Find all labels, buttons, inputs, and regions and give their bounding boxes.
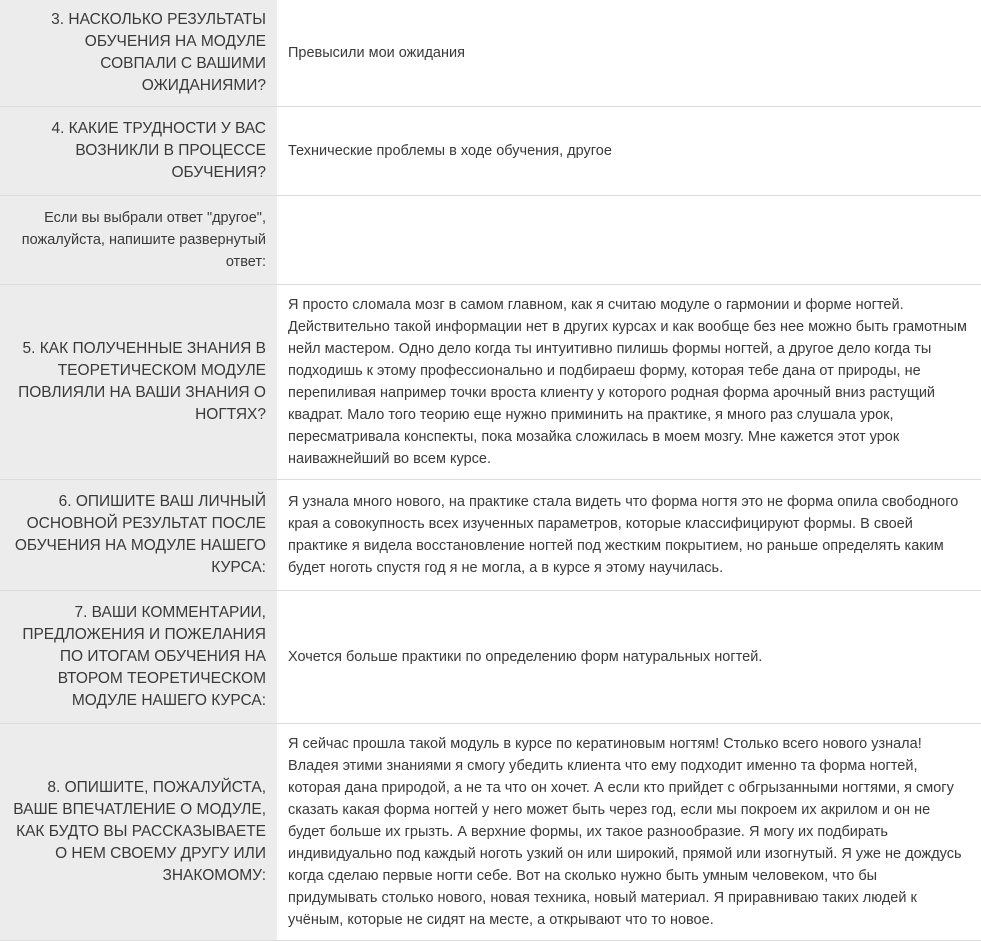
table-row xyxy=(0,107,981,196)
question-label: 4. КАКИЕ ТРУДНОСТИ У ВАС ВОЗНИКЛИ В ПРОЦЕССЕ ОБУЧЕНИЯ? xyxy=(0,107,277,196)
answer-text: Превысили мои ожидания xyxy=(277,0,981,107)
question-label: 8. ОПИШИТЕ, ПОЖАЛУЙСТА, ВАШЕ ВПЕЧАТЛЕНИЕ О МОДУЛЕ, КАК БУДТО ВЫ РАССКАЗЫВАЕТЕ О НЕМ СВОЕМУ ДРУГУ ИЛИ ЗНАКОМОМУ: xyxy=(0,724,277,941)
question-label: 3. НАСКОЛЬКО РЕЗУЛЬТАТЫ ОБУЧЕНИЯ НА МОДУЛЕ СОВПАЛИ С ВАШИМИ ОЖИДАНИЯМИ? xyxy=(0,0,277,107)
table-row xyxy=(0,285,981,480)
table-row xyxy=(0,0,981,107)
question-label: Если вы выбрали ответ "другое", пожалуйста, напишите развернутый ответ: xyxy=(0,196,277,285)
answer-text: Я просто сломала мозг в самом главном, как я считаю модуле о гармонии и форме ногтей. Действительно такой информации нет в других курсах и как вообще без нее можно быть грамотным нейл мастером. Одно дело когда ты интуитивно пилишь формы ногтей, а другое дело когда ты подходишь к этому профессионально и подбираеш форму, которая тебе дана от природы, не перепиливая например точки вроста клиенту у которого родная форма арочный вниз растущий квадрат. Мало того теорию еще нужно приминить на практике, я много раз слушала урок, пересматривала конспекты, пока мозайка сложилась в моем мозгу. Мне кажется этот урок наиважнейший во всем курсе. xyxy=(277,285,981,480)
answer-text xyxy=(277,196,981,285)
question-label: 6. ОПИШИТЕ ВАШ ЛИЧНЫЙ ОСНОВНОЙ РЕЗУЛЬТАТ ПОСЛЕ ОБУЧЕНИЯ НА МОДУЛЕ НАШЕГО КУРСА: xyxy=(0,480,277,591)
answer-text: Я узнала много нового, на практике стала видеть что форма ногтя это не форма опила свободного края а совокупность всех изученных параметров, которые классифицируют формы. В своей практике я видела восстановление ногтей под жестким покрытием, но раньше определять каким будет ноготь спустя год я не могла, а в курсе я этому научилась. xyxy=(277,480,981,591)
question-label: 5. КАК ПОЛУЧЕННЫЕ ЗНАНИЯ В ТЕОРЕТИЧЕСКОМ МОДУЛЕ ПОВЛИЯЛИ НА ВАШИ ЗНАНИЯ О НОГТЯХ? xyxy=(0,285,277,480)
answer-text: Технические проблемы в ходе обучения, другое xyxy=(277,107,981,196)
table-row xyxy=(0,196,981,285)
question-label: 7. ВАШИ КОММЕНТАРИИ, ПРЕДЛОЖЕНИЯ И ПОЖЕЛАНИЯ ПО ИТОГАМ ОБУЧЕНИЯ НА ВТОРОМ ТЕОРЕТИЧЕСКОМ МОДУЛЕ НАШЕГО КУРСА: xyxy=(0,591,277,724)
table-row xyxy=(0,591,981,724)
answer-text: Я сейчас прошла такой модуль в курсе по кератиновым ногтям! Столько всего нового узнала! Владея этими знаниями я смогу убедить клиента что ему подходит именно та форма ногтей, которая дана природой, а не та что он хочет. А если кто прийдет с обгрызанными ногтями, я смогу сказать какая форма ногтей у него может быть через год, если мы покроем их акрилом и он не будет больше их грызть. А верхние формы, их такое разнообразие. Я могу их подбирать индивидуально под каждый ноготь узкий он или широкий, прямой или изогнутый. Я уже не дождусь когда сделаю первые ногти себе. Вот на сколько нужно быть умным человеком, что бы придумывать столько нового, новая техника, новый материал. Я приравниваю таких людей к учёным, которые не сидят на месте, а открывают что то новое. xyxy=(277,724,981,941)
answer-text: Хочется больше практики по определению форм натуральных ногтей. xyxy=(277,591,981,724)
table-row xyxy=(0,480,981,591)
table-row xyxy=(0,724,981,941)
